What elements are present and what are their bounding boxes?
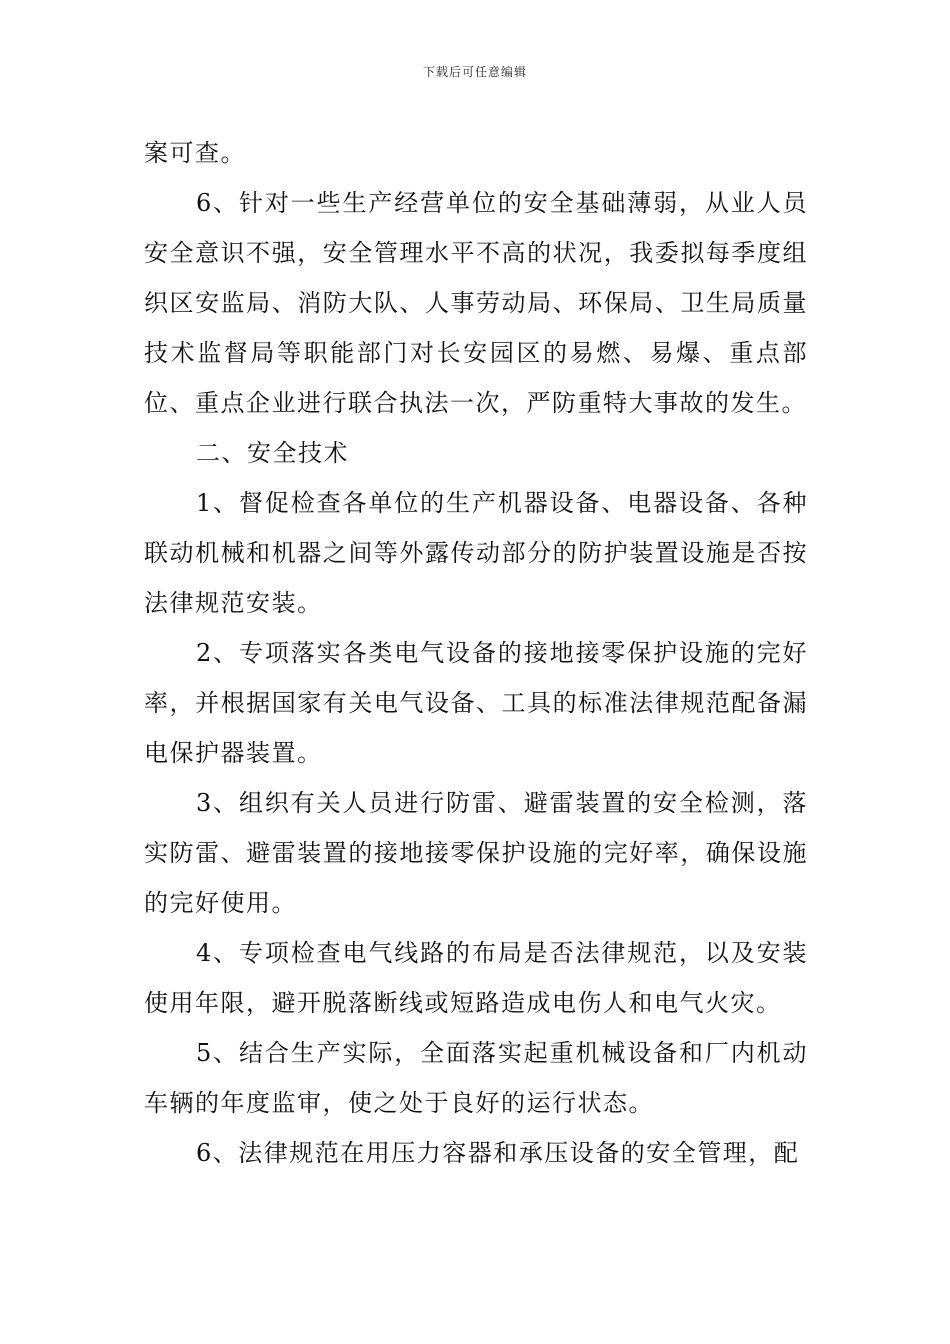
- paragraph-6: 4、专项检查电气线路的布局是否法律规范，以及安装使用年限，避开脱落断线或短路造成电伤人和电气火灾。: [144, 939, 808, 1017]
- document-body: [144, 128, 808, 1178]
- paragraph-3: 1、督促检查各单位的生产机器设备、电器设备、各种联动机械和机器之间等外露传动部分的防护装置设施是否按法律规范安装。: [144, 489, 808, 617]
- paragraph-5: 3、组织有关人员进行防雷、避雷装置的安全检测，落实防雷、避雷装置的接地接零保护设施的完好率，确保设施的完好使用。: [144, 789, 808, 917]
- paragraph-7: 5、结合生产实际，全面落实起重机械设备和厂内机动车辆的年度监审，使之处于良好的运行状态。: [144, 1039, 808, 1117]
- paragraph-1: 6、针对一些生产经营单位的安全基础薄弱，从业人员安全意识不强，安全管理水平不高的状况，我委拟每季度组织区安监局、消防大队、人事劳动局、环保局、卫生局质量技术监督局等职能部门对长安园区的易燃、易爆、重点部位、重点企业进行联合执法一次，严防重特大事故的发生。: [144, 189, 808, 417]
- page-header: 下载后可任意编辑: [422, 65, 527, 79]
- paragraph-0: 案可查。: [144, 139, 246, 167]
- paragraph-4: 2、专项落实各类电气设备的接地接零保护设施的完好率，并根据国家有关电气设备、工具的标准法律规范配备漏电保护器装置。: [144, 639, 808, 767]
- section-heading: 二、安全技术: [196, 439, 349, 467]
- paragraph-8: 6、法律规范在用压力容器和承压设备的安全管理，配: [196, 1139, 800, 1167]
